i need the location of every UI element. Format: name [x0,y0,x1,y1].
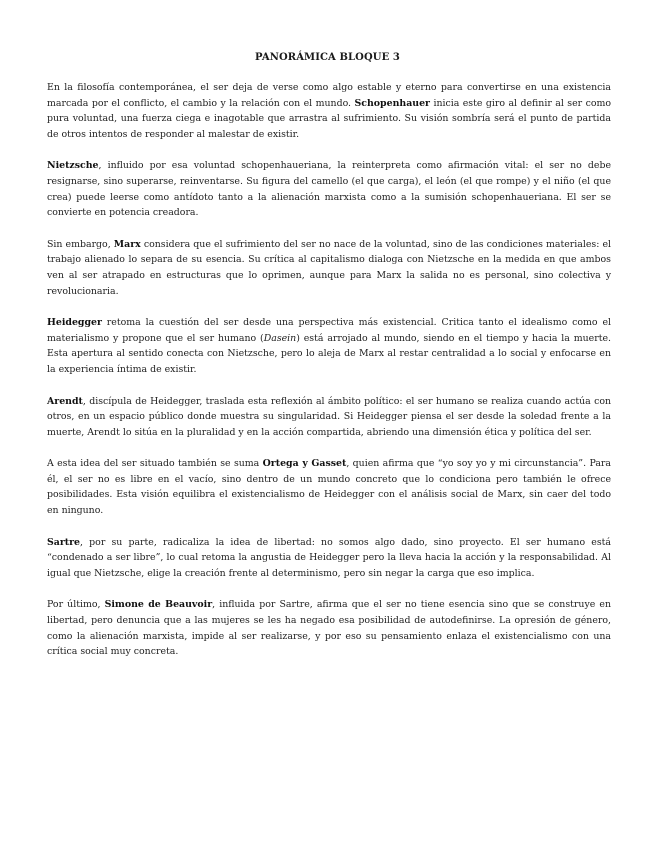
paragraph-arendt [47,394,611,441]
paragraph-text: , influido por esa voluntad schopenhaueriana, la reinterpreta como afirmación vital: el ser no debe resignarse, sino superarse, reinventarse. Su figura del camello (el que carga), el león (el que rompe) y el niño (el que crea) puede leerse como antídoto tanto a la alienación marxista como a la sumisión schopenhaueriana. El ser se convierte en potencia creadora. [47,160,611,219]
paragraph-nietzsche [47,158,611,220]
paragraph-text: , influida por Sartre, afirma que el ser no tiene esencia sino que se construye en libertad, pero denuncia que a las mujeres se les ha negado esa posibilidad de autodefinirse. La opresión de género, como la alienación marxista, impide al ser realizarse, y por eso su pensamiento enlaza el existencialismo con una crítica social muy concreta. [47,599,611,658]
paragraph-text: considera que el sufrimiento del ser no nace de la voluntad, sino de las condiciones materiales: el trabajo alienado lo separa de su esencia. Su crítica al capitalismo dialoga con Nietzsche en la medida en que ambos ven al ser atrapado en estructuras que lo oprimen, aunque para Marx la salida no es personal, sino colectiva y revolucionaria. [47,238,611,297]
paragraph-beauvoir [47,597,611,659]
paragraph-text: retoma la cuestión del ser desde una perspectiva más existencial. Critica tanto el idealismo como el materialismo y propone que el ser humano ( [47,317,611,344]
paragraph-sartre [47,535,611,582]
philosopher-name: Arendt [47,395,83,407]
paragraph-text: , quien afirma que “yo soy yo y mi circunstancia”. Para él, el ser no es libre en el vacío, sino dentro de un mundo concreto que lo condiciona pero también le ofrece posibilidades. Esta visión equilibra el existencialismo de Heidegger con el análisis social de Marx, sin caer del todo en ninguno. [47,458,611,517]
paragraph-heidegger [47,315,611,377]
paragraph-ortega [47,456,611,518]
paragraph-text: A esta idea del ser situado también se suma [47,458,263,470]
paragraph-text: Sin embargo, [47,238,114,250]
philosopher-name: Ortega y Gasset [262,458,347,470]
philosopher-name: Simone de Beauvoir [104,599,213,611]
philosopher-name: Nietzsche [47,160,99,172]
paragraph-text: ) está arrojado al mundo, siendo en el tiempo y hacia la muerte. Esta apertura al sentido conecta con Nietzsche, pero lo aleja de Marx al restar centralidad a lo social y enfocarse en la experiencia íntima de existir. [47,332,612,375]
document-body [47,80,611,676]
philosopher-name: Heidegger [47,317,102,329]
paragraph-text: , por su parte, radicaliza la idea de libertad: no somos algo dado, sino proyecto. El ser humano está “condenado a ser libre”, lo cual retoma la angustia de Heidegger pero la lleva hacia la acción y la responsabilidad. Al igual que Nietzsche, elige la creación frente al determinismo, pero sin negar la carga que eso implica. [47,536,611,579]
paragraph-text: En la filosofía contemporánea, el ser deja de verse como algo estable y eterno para convertirse en una existencia marcada por el conflicto, el cambio y la relación con el mundo. [47,82,611,109]
paragraph-text: Por último, [47,599,105,611]
paragraph-marx [47,237,611,299]
paragraph-text: , discípula de Heidegger, traslada esta reflexión al ámbito político: el ser humano se realiza cuando actúa con otros, en un espacio público donde muestra su singularidad. Si Heidegger piensa el ser desde la soledad frente a la muerte, Arendt lo sitúa en la pluralidad y en la acción compartida, abriendo una dimensión ética y política del ser. [47,395,611,438]
paragraph-text: inicia este giro al definir al ser como pura voluntad, una fuerza ciega e inagotable que arrastra al sufrimiento. Su visión sombría será el punto de partida de otros intentos de responder al malestar de existir. [47,97,611,140]
paragraph-schopenhauer [47,80,611,142]
document-title: PANORÁMICA BLOQUE 3 [254,52,400,63]
philosopher-name: Sartre [47,536,81,548]
philosopher-name: Marx [113,238,141,250]
philosopher-name: Schopenhauer [354,97,430,109]
italic-term: Dasein [263,332,297,344]
